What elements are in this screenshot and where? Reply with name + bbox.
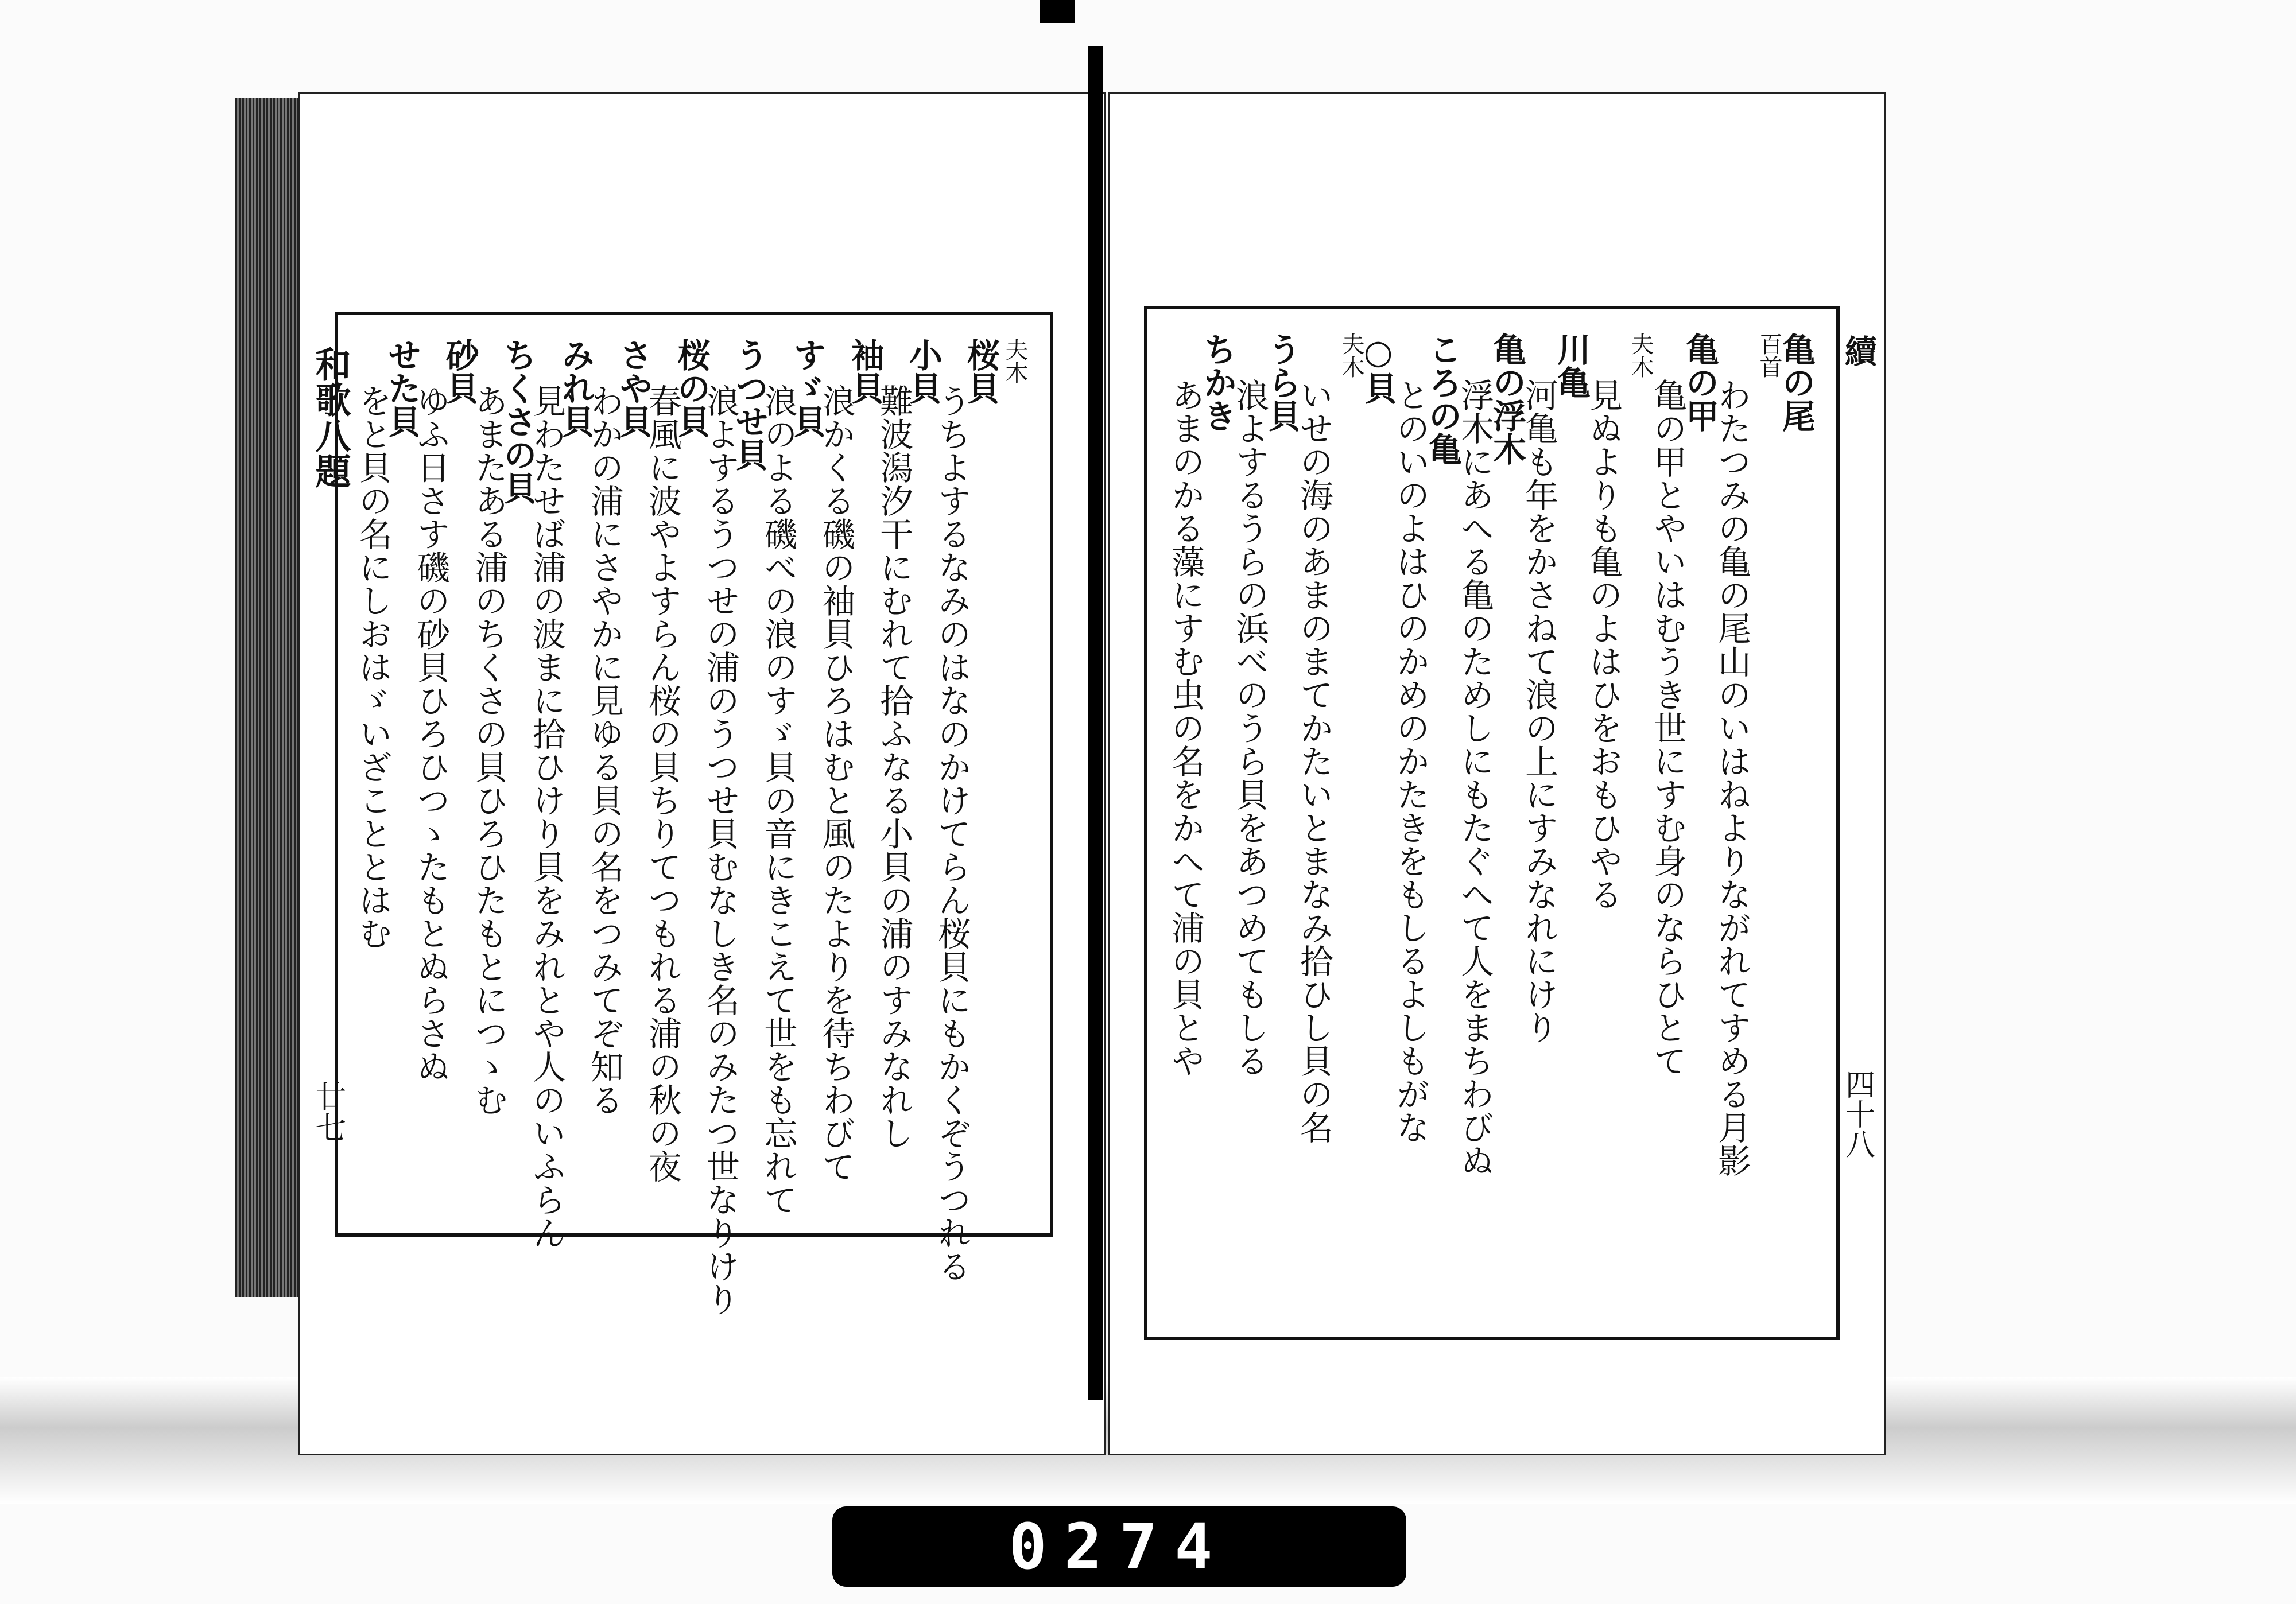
- entry-heading: せた貝: [382, 338, 421, 438]
- entry-heading: 桜貝: [961, 338, 1000, 405]
- poem-line: 難波潟汐干にむれて拾ふなる小貝の浦のすみなれし: [874, 384, 914, 1149]
- left-page-header: 和歌八題: [309, 346, 352, 488]
- poem-line: あまたある浦のちくさの貝ひろひたもとにつゝむ: [469, 384, 509, 1116]
- entry-heading: ちくさの貝: [498, 338, 537, 504]
- poem-line: とのいのよはひのかめのかたきをもしるよしもがな: [1391, 378, 1430, 1144]
- right-page-text-frame: [1144, 306, 1840, 1340]
- right-page: [1108, 92, 1886, 1455]
- poem-line: 浪のよる磯べの浪のすゞ貝の音にきこえて世をも忘れて: [758, 384, 798, 1216]
- poem-line: いせの海のあまのまてかたいとまなみ拾ひし貝の名: [1294, 378, 1333, 1144]
- entry-heading: 砂貝: [440, 338, 479, 405]
- poem-line: 見わたせば浦の波まに拾ひけり貝をみれとや人のいふらん: [527, 384, 567, 1249]
- left-page-folio: 廿七: [310, 1081, 347, 1143]
- reference-number: 0274: [1009, 1510, 1230, 1583]
- source-note: 百首: [1756, 332, 1782, 378]
- book-edge-left: [235, 98, 298, 1297]
- right-page-folio: 四十八: [1840, 1069, 1875, 1159]
- entry-heading: 小貝: [903, 338, 943, 405]
- entry-heading: みれ貝: [556, 338, 595, 438]
- poem-line: わたつみの亀の尾山のいはねよりながれてすめる月影: [1712, 378, 1751, 1177]
- poem-line: をと貝の名にしおはゞいざこととはむ: [353, 384, 393, 950]
- entry-heading: さや貝: [614, 338, 653, 438]
- entry-heading: うつせ貝: [730, 338, 769, 471]
- entry-heading: 川亀: [1552, 332, 1591, 399]
- poem-line: わかの浦にさやかに見ゆる貝の名をつみてぞ知る: [584, 384, 624, 1116]
- poem-line: ゆふ日さす磯の砂貝ひろひつゝたもとぬらさぬ: [411, 384, 451, 1083]
- left-page-text-frame: [335, 312, 1053, 1316]
- poem-line: 浪よするうらの浜べのうら貝をあつめてもしる: [1230, 378, 1269, 1077]
- entry-heading: ○貝: [1359, 332, 1398, 405]
- clip-marker: [1040, 0, 1075, 23]
- book-gutter: [1088, 46, 1103, 1400]
- entry-heading: 袖貝: [845, 338, 885, 405]
- poem-line: うちよするなみのはなのかけてらん桜貝にもかくぞうつれる: [932, 384, 972, 1283]
- left-page: [298, 92, 1106, 1455]
- poem-line: 浮木にあへる亀のためしにもたぐへて人をまちわびぬ: [1455, 378, 1494, 1177]
- poem-line: 亀の甲とやいはむうき世にすむ身のならひとて: [1648, 378, 1687, 1077]
- entry-heading: 亀の尾: [1777, 332, 1816, 432]
- source-note: 夫木: [1338, 332, 1364, 378]
- entry-heading: 亀の浮木: [1487, 332, 1526, 465]
- poem-line: あまのかる藻にすむ虫の名をかへて浦の貝とや: [1166, 378, 1205, 1077]
- right-page-header: 續: [1839, 335, 1878, 367]
- poem-line: 浪かくる磯の袖貝ひろはむと風のたよりを待ちわびて: [816, 384, 856, 1183]
- source-note: 夫木: [1627, 332, 1654, 378]
- source-note: 夫木: [1002, 338, 1028, 384]
- poem-line: 浪よするうつせの浦のうつせ貝むなしき名のみたつ世なりけり: [700, 384, 740, 1316]
- poem-line: 見ぬよりも亀のよはひをおもひやる: [1584, 378, 1623, 911]
- poem-line: 春風に波やよすらん桜の貝ちりてつもれる浦の秋の夜: [642, 384, 682, 1183]
- entry-heading: 亀の甲: [1680, 332, 1719, 432]
- poem-line: 河亀も年をかさねて浪の上にすみなれにけり: [1519, 378, 1558, 1044]
- reference-plate: [832, 1506, 1406, 1587]
- entry-heading: すゞ貝: [787, 338, 827, 438]
- entry-heading: うら貝: [1262, 332, 1301, 432]
- entry-heading: ちかき: [1198, 332, 1237, 432]
- entry-heading: ころの亀: [1423, 332, 1462, 465]
- entry-heading: 桜の貝: [672, 338, 711, 438]
